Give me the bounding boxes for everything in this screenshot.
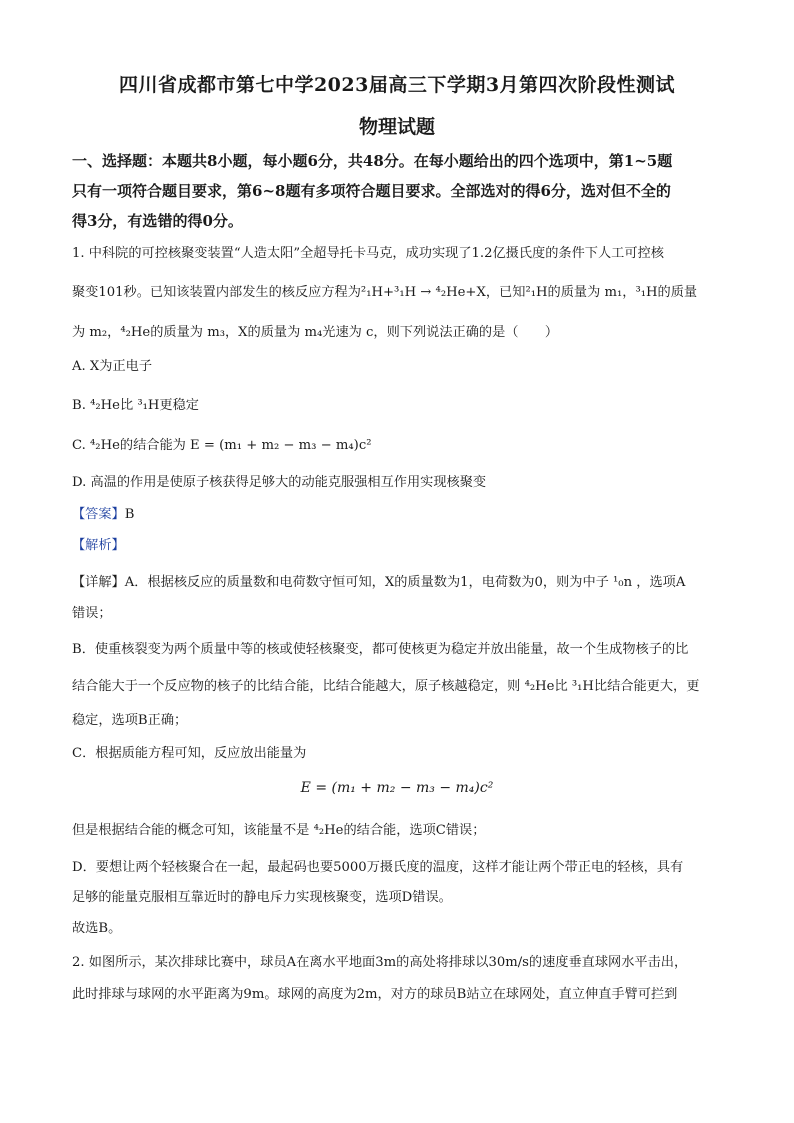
detail-line10: 故选B。 xyxy=(72,921,122,936)
exam-title: 四川省成都市第七中学2023届高三下学期3月第四次阶段性测试 xyxy=(118,74,676,96)
q1-answer xyxy=(72,505,134,525)
section-instructions-line2: 只有一项符合题目要求，第6~8题有多项符合题目要求。全部选对的得6分，选对但不全的 xyxy=(72,182,671,200)
answer-label: 【答案】 xyxy=(72,507,125,522)
exam-subtitle: 物理试题 xyxy=(358,116,435,138)
he4-isotope: ⁴₂He xyxy=(120,325,151,340)
detail-line8: D．要想让两个轻核聚合在一起，最起码也要5000万摄氏度的温度，这样才能让两个带正电的轻核，具有 xyxy=(72,860,684,875)
q1-option-b: B. ⁴₂He比 ³₁H更稳定 xyxy=(72,398,199,413)
detail-line4: 结合能大于一个反应物的核子的比结合能，比结合能越大，原子核越稳定，则 ⁴₂He比 ³₁H比结合能更大，更 xyxy=(72,679,700,694)
q1-option-d: D. 高温的作用是使原子核获得足够大的动能克服强相互作用实现核聚变 xyxy=(72,475,487,490)
detail-line7: 但是根据结合能的概念可知，该能量不是 ⁴₂He的结合能，选项C错误； xyxy=(72,823,486,838)
answer-value: B xyxy=(124,507,135,522)
q1-stem-line2: 聚变101秒。已知该装置内部发生的核反应方程为²₁H+³₁H → ⁴₂He+X，已知²₁H的质量为 m₁，³₁H的质量 xyxy=(72,285,698,300)
q1-option-c: C. ⁴₂He的结合能为 E = (m₁ + m₂ − m₃ − m₄)c² xyxy=(72,438,372,453)
detail-line3: B．使重核裂变为两个质量中等的核或使轻核聚变，都可使核更为稳定并放出能量，故一个生成物核子的比 xyxy=(72,642,689,657)
q1-option-a: A. X为正电子 xyxy=(72,359,153,374)
h2-isotope: ²₁H xyxy=(525,285,548,300)
detail-line6: C．根据质能方程可知，反应放出能量为 xyxy=(72,746,307,761)
detail-line9: 足够的能量克服相互靠近时的静电斥力实现核聚变，选项D错误。 xyxy=(72,890,452,905)
q1-reaction-equation: ²₁H+³₁H → ⁴₂He+X xyxy=(360,285,486,300)
detail-line5: 稳定，选项B正确； xyxy=(72,713,188,728)
q1-stem-line3: 为 m₂，⁴₂He的质量为 m₃，X的质量为 m₄光速为 c，则下列说法正确的是（ ） xyxy=(72,325,559,340)
q1-stem-line1: 1. 中科院的可控核聚变装置“人造太阳”全超导托卡马克，成功实现了1.2亿摄氏度的条件下人工可控核 xyxy=(72,246,664,261)
detail-line2: 错误； xyxy=(72,606,112,621)
section-instructions-line3: 得3分，有选错的得0分。 xyxy=(72,212,243,230)
analysis-label: 【解析】 xyxy=(72,538,125,553)
h3-isotope: ³₁H xyxy=(635,285,658,300)
section-instructions-line1: 一、选择题：本题共8小题，每小题6分，共48分。在每小题给出的四个选项中，第1~5题 xyxy=(72,152,673,170)
q2-stem-line2: 此时排球与球网的水平距离为9m。球网的高度为2m，对方的球员B站立在球网处，直立伸直手臂可拦到 xyxy=(72,987,678,1002)
mass-energy-equation: E = (m₁ + m₂ − m₃ − m₄)c² xyxy=(300,780,494,796)
q2-stem-line1: 2. 如图所示，某次排球比赛中，球员A在离水平地面3m的高处将排球以30m/s的速度垂直球网水平击出， xyxy=(72,955,688,970)
detail-line1: 【详解】A．根据核反应的质量数和电荷数守恒可知，X的质量数为1，电荷数为0，则为中子 ¹₀n ，选项A xyxy=(72,575,686,590)
